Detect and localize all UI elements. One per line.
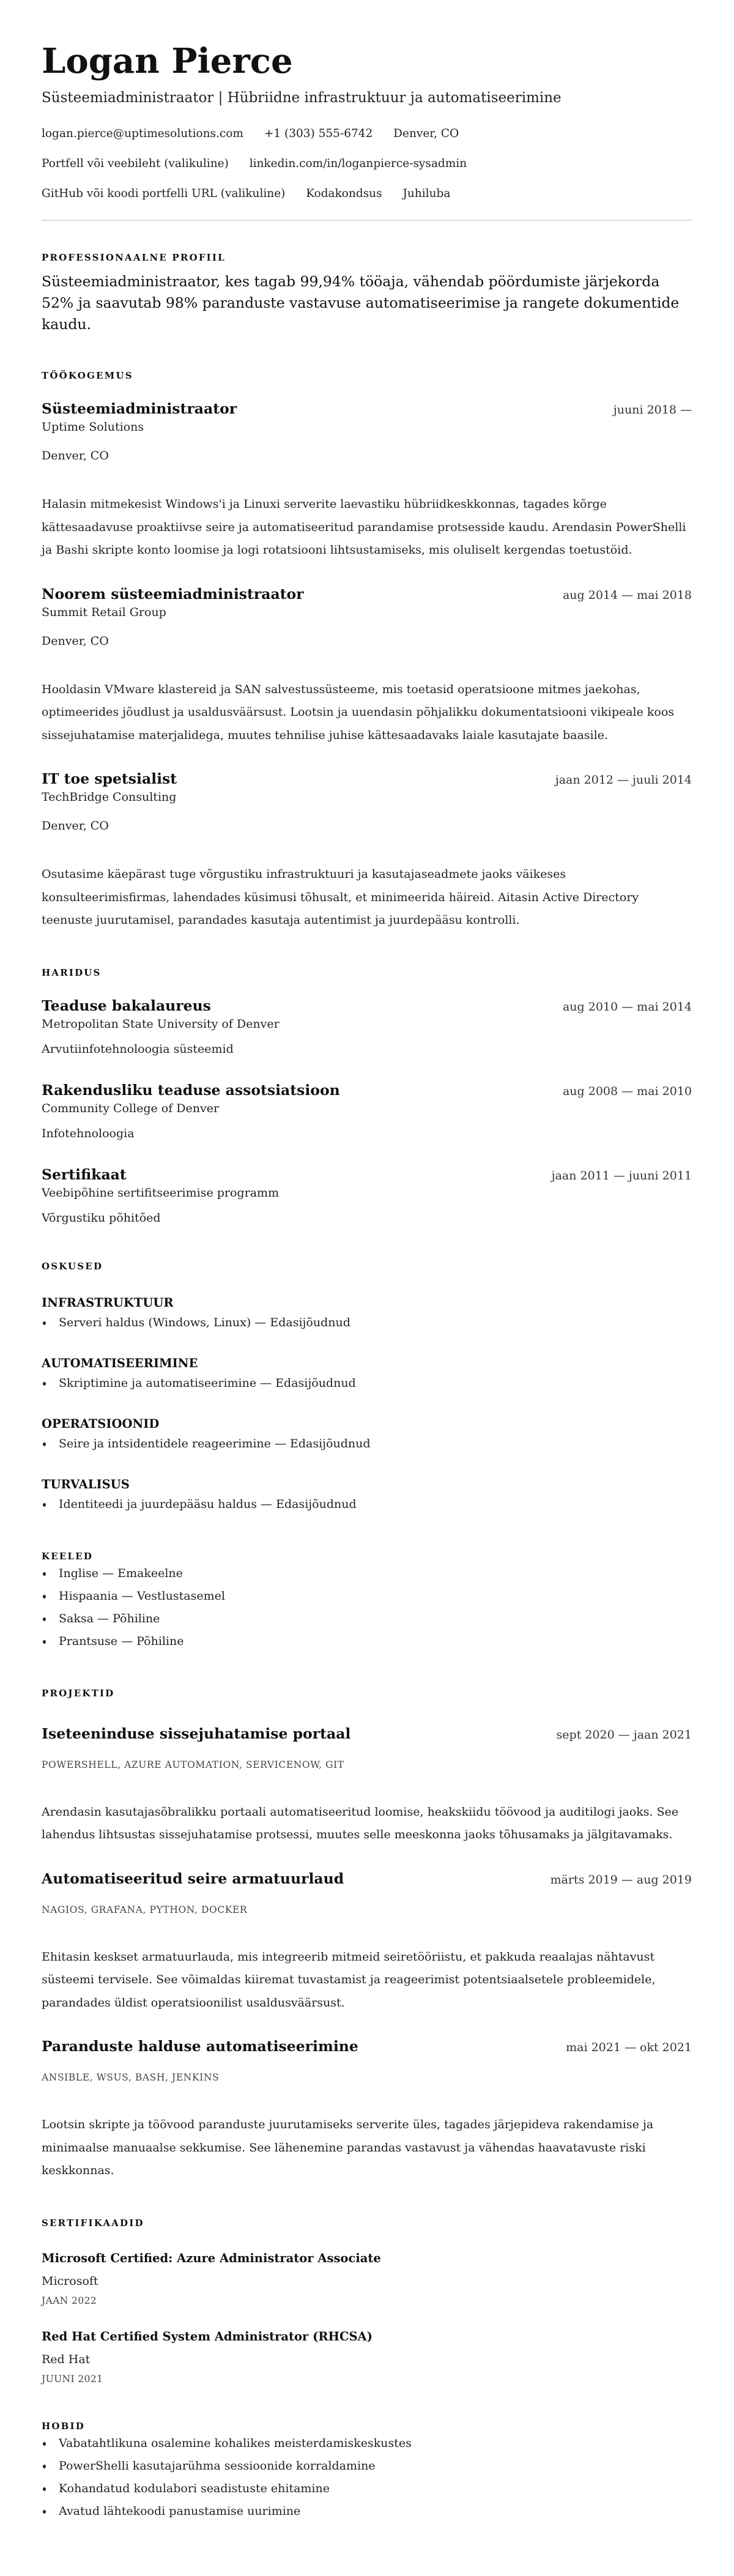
skill-list xyxy=(42,1433,692,1455)
experience-entry xyxy=(42,584,692,748)
project-entry xyxy=(42,1724,692,1847)
skill-group-title: INFRASTRUKTUUR xyxy=(42,1295,174,1310)
section-profile xyxy=(42,251,692,335)
job-company: Uptime Solutions xyxy=(42,420,144,434)
education-dates: aug 2010 — mai 2014 xyxy=(562,1000,692,1014)
skill-list xyxy=(42,1493,692,1516)
job-title: IT toe spetsialist xyxy=(42,770,177,787)
project-description: Arendasin kasutajasõbralikku portaali automatiseeritud loomise, heakskiidu töövood ja auditilogi jaoks. See lahendus lihtsustas sissejuhatamise protsessi, muutes selle meeskonna jaoks tõhusamaks ja jälgitavamaks. xyxy=(42,1805,679,1841)
section-title-hobbies: HOBID xyxy=(42,2420,85,2432)
project-dates: mai 2021 — okt 2021 xyxy=(566,2041,692,2054)
contact-github[interactable]: GitHub või koodi portfelli URL (valikuline) xyxy=(42,187,286,200)
resume-header xyxy=(42,37,692,221)
contact-location: Denver, CO xyxy=(393,127,459,140)
project-description: Lootsin skripte ja töövood paranduste juurutamiseks serverite üles, tagades järjepideva rakendamise ja minimaalse manuaalse sekkumise. See lähenemine parandas vastavust ja vähendas haavatavuste riski keskkonnas. xyxy=(42,2118,654,2177)
candidate-name: Logan Pierce xyxy=(42,41,293,81)
language-item: Prantsuse — Põhiline xyxy=(42,1630,692,1653)
section-experience xyxy=(42,369,692,932)
job-title: Noorem süsteemiadministraator xyxy=(42,585,304,603)
field-of-study: Võrgustiku põhitõed xyxy=(42,1211,161,1225)
education-dates: jaan 2011 — juuni 2011 xyxy=(551,1168,692,1182)
degree-title: Teaduse bakalaureus xyxy=(42,997,211,1014)
section-title-experience: TÖÖKOGEMUS xyxy=(42,370,133,381)
project-tech-stack: POWERSHELL, AZURE AUTOMATION, SERVICENOW, GIT xyxy=(42,1759,344,1770)
certification-entry xyxy=(42,2328,692,2386)
contact-portfolio[interactable]: Portfell või veebileht (valikuline) xyxy=(42,157,229,170)
job-description: Osutasime käepärast tuge võrgustiku infrastruktuuri ja kasutajaseadmete jaoks väikeses konsulteerimisfirmas, lahendades küsimusi tõhusalt, et minimeerida häireid. Aitasin Active Directory teenuste juurutamisel, parandades kasutaja autentimist ja juurdepääsu kontrolli. xyxy=(42,867,639,927)
skill-group-title: TURVALISUS xyxy=(42,1477,130,1491)
headline: Süsteemiadministraator | Hübriidne infrastruktuur ja automatiseerimine xyxy=(42,90,562,106)
section-languages xyxy=(42,1550,692,1653)
contact-phone[interactable]: +1 (303) 555-6742 xyxy=(264,127,373,140)
hobby-item: PowerShelli kasutajarühma sessioonide korraldamine xyxy=(42,2455,692,2478)
hobby-item: Vabatahtlikuna osalemine kohalikes meisterdamiskeskustes xyxy=(42,2432,692,2455)
hobby-item: Kohandatud kodulabori seadistuste ehitamine xyxy=(42,2478,692,2500)
section-projects xyxy=(42,1687,692,2183)
education-entry xyxy=(42,1080,692,1141)
language-item: Hispaania — Vestlustasemel xyxy=(42,1585,692,1608)
section-title-projects: PROJEKTID xyxy=(42,1687,115,1699)
experience-entry xyxy=(42,769,692,932)
school-name: Veebipõhine sertifitseerimise programm xyxy=(42,1186,280,1200)
project-entry xyxy=(42,2036,692,2183)
skill-item: Identiteedi ja juurdepääsu haldus — Edasijõudnud xyxy=(42,1493,692,1516)
job-description: Halasin mitmekesist Windows'i ja Linuxi serverite laevastiku hübriidkeskkonnas, tagades kõrge kättesaadavuse proaktiivse seire ja automatiseeritud parandamise protsesside kaudu. Arendasin PowerShelli ja Bashi skripte konto loomise ja logi rotatsiooni lihtsustamiseks, mis oluliselt kergendas toetustöid. xyxy=(42,497,686,557)
skill-list xyxy=(42,1372,692,1395)
certification-issuer: Microsoft xyxy=(42,2274,98,2288)
profile-summary: Süsteemiadministraator, kes tagab 99,94% tööaja, vähendab pöördumiste järjekorda 52% ja saavutab 98% paranduste vastavuse automatiseerimise ja rangete dokumentide kaudu. xyxy=(42,273,680,333)
certification-name: Red Hat Certified System Administrator (RHCSA) xyxy=(42,2329,373,2344)
project-tech-stack: ANSIBLE, WSUS, BASH, JENKINS xyxy=(42,2072,220,2083)
language-list xyxy=(42,1562,692,1653)
degree-title: Rakendusliku teaduse assotsiatsioon xyxy=(42,1081,340,1099)
contact-citizenship: Kodakondsus xyxy=(306,187,382,200)
education-entry xyxy=(42,1165,692,1226)
skill-list xyxy=(42,1312,692,1334)
contact-drivers-license: Juhiluba xyxy=(402,187,451,200)
section-title-education: HARIDUS xyxy=(42,967,102,978)
hobby-list xyxy=(42,2432,692,2523)
education-entry xyxy=(42,996,692,1057)
field-of-study: Arvutiinfotehnoloogia süsteemid xyxy=(42,1042,234,1056)
project-dates: sept 2020 — jaan 2021 xyxy=(556,1728,692,1742)
contact-line-1 xyxy=(42,119,692,149)
section-certifications xyxy=(42,2217,692,2386)
project-dates: märts 2019 — aug 2019 xyxy=(550,1873,692,1887)
school-name: Metropolitan State University of Denver xyxy=(42,1017,280,1031)
certification-date: JUUNI 2021 xyxy=(42,2373,103,2385)
field-of-study: Infotehnoloogia xyxy=(42,1126,135,1140)
job-location: Denver, CO xyxy=(42,819,109,833)
skill-group-title: OPERATSIOONID xyxy=(42,1416,160,1431)
education-dates: aug 2008 — mai 2010 xyxy=(562,1084,692,1098)
language-item: Saksa — Põhiline xyxy=(42,1608,692,1630)
skill-item: Skriptimine ja automatiseerimine — Edasijõudnud xyxy=(42,1372,692,1395)
section-title-skills: OSKUSED xyxy=(42,1260,103,1272)
certification-entry xyxy=(42,2250,692,2307)
section-title-certifications: SERTIFIKAADID xyxy=(42,2217,144,2229)
job-location: Denver, CO xyxy=(42,449,109,462)
hobby-item: Avatud lähtekoodi panustamise uurimine xyxy=(42,2500,692,2523)
project-entry xyxy=(42,1869,692,2015)
certification-issuer: Red Hat xyxy=(42,2352,91,2366)
project-title: Iseteeninduse sissejuhatamise portaal xyxy=(42,1724,351,1742)
section-skills xyxy=(42,1260,692,1516)
section-title-languages: KEELED xyxy=(42,1550,94,1562)
job-dates: aug 2014 — mai 2018 xyxy=(562,588,692,602)
contact-email[interactable]: logan.pierce@uptimesolutions.com xyxy=(42,127,243,140)
project-tech-stack: NAGIOS, GRAFANA, PYTHON, DOCKER xyxy=(42,1904,248,1915)
job-company: Summit Retail Group xyxy=(42,605,166,619)
degree-title: Sertifikaat xyxy=(42,1165,127,1183)
experience-entry xyxy=(42,399,692,562)
header-divider xyxy=(42,220,692,221)
project-title: Paranduste halduse automatiseerimine xyxy=(42,2038,358,2055)
section-education xyxy=(42,967,692,1226)
skill-group-title: AUTOMATISEERIMINE xyxy=(42,1356,198,1370)
school-name: Community College of Denver xyxy=(42,1101,220,1115)
job-title: Süsteemiadministraator xyxy=(42,400,237,417)
job-description: Hooldasin VMware klastereid ja SAN salvestussüsteeme, mis toetasid operatsioone mitmes jaekohas, optimeerides jõudlust ja usaldusväärsust. Lootsin ja uuendasin põhjalikku dokumentatsiooni vikipeale koos sissejuhatamise materjalidega, muutes tehnilise juhise kättesaadavaks laiale kasutajate baasile. xyxy=(42,682,675,742)
project-description: Ehitasin keskset armatuurlauda, mis integreerib mitmeid seiretööriistu, et pakkuda reaalajas nähtavust süsteemi tervisele. See võimaldas kiiremat tuvastamist ja reageerimist potentsiaalsetele probleemidele, parandades üldist operatsioonilist usaldusväärsust. xyxy=(42,1950,656,2010)
section-title-profile: PROFESSIONAALNE PROFIIL xyxy=(42,252,226,263)
skill-item: Serveri haldus (Windows, Linux) — Edasijõudnud xyxy=(42,1312,692,1334)
contact-line-3 xyxy=(42,179,692,209)
language-item: Inglise — Emakeelne xyxy=(42,1562,692,1585)
job-location: Denver, CO xyxy=(42,634,109,648)
skill-item: Seire ja intsidentidele reageerimine — Edasijõudnud xyxy=(42,1433,692,1455)
project-title: Automatiseeritud seire armatuurlaud xyxy=(42,1869,344,1887)
contact-line-2 xyxy=(42,149,692,179)
certification-name: Microsoft Certified: Azure Administrator Associate xyxy=(42,2251,381,2265)
section-hobbies xyxy=(42,2420,692,2523)
job-dates: jaan 2012 — juuli 2014 xyxy=(555,773,692,787)
job-company: TechBridge Consulting xyxy=(42,790,177,804)
job-dates: juuni 2018 — xyxy=(613,403,692,417)
contact-linkedin[interactable]: linkedin.com/in/loganpierce-sysadmin xyxy=(249,157,467,170)
certification-date: JAAN 2022 xyxy=(42,2295,97,2306)
